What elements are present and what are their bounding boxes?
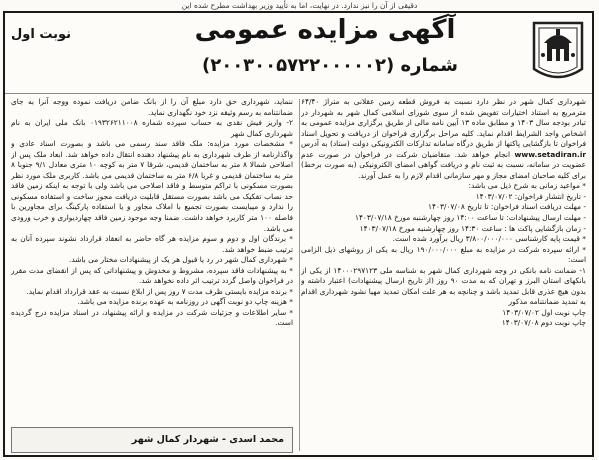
guarantee-continuation: ننماید، شهرداری حق دارد مبلغ آن را از بانک ضامن دریافت نموده ووجه آنرا به جای ضمانتنامه به رسم وثیقه نزد خود نگهداری نماید.: [11, 97, 293, 117]
submission-deadline: - مهلت ارسال پیشنهادات: تا ساعت ۱۴:۰۰ روز چهارشنبه مورخ ۱۴۰۳/۰۷/۱۸: [354, 213, 586, 223]
notice-title: آگهی مزایده عمومی: [194, 15, 456, 45]
contract-deadline: * برنده مزایده بایستی ظرف مدت ۷ روز پس از ابلاغ نسبت به عقد قرارداد اقدام نماید.: [26, 286, 293, 296]
opening-time: - زمان بازگشایی پاکت ها : ساعت ۱۴:۳۰ روز چهارشنبه مورخ ۱۴۰۳/۰۷/۱۸: [359, 223, 586, 233]
setad-url[interactable]: www.setadiran.ir: [514, 149, 586, 159]
auction-notice: [3, 11, 594, 457]
bank-guarantee: ۱- ضمانت نامه بانکی در وجه شهرداری کمال شهر به شناسه ملی ۱۴۰۰۰۲۹۷۱۲۳ از یکی از بانکهای استان البرز و تهران که به مدت ۹۰ روز (از تاریخ ارسال پیشنهادات) اعتبار داشته و بدون هیچ عذری قابل تمدید باشد و چنانچه به هر علت امکان تمدید مهیا نشود شهرداری اقدام به تمدید ضمانتنامه مذکور: [301, 265, 586, 307]
mayor-signature: محمد اسدی - شهردار کمال شهر: [11, 427, 293, 453]
invalid-bids: * به پیشنهادات فاقد سپرده، مشروط و مخدوش و پیشنهاداتی که پس از انقضای مدت مقرر در فراخوان واصل گردد ترتیب اثر داده نخواهد شد.: [11, 265, 293, 286]
document-deadline: - مهلت دریافت اسناد فراخوان: تا تاریخ ۱۴۰۳/۰۷/۰۸: [428, 202, 586, 212]
publish-date: - تاریخ انتشار فراخوان: ۱۴۰۳/۰۷/۰۲: [475, 191, 586, 201]
deposit-requirement: * ارائه سپرده شرکت در مزایده به مبلغ ۱۹۰/۰۰۰/۰۰۰ ریال به یکی از روشهای ذیل الزامی است:: [301, 244, 586, 265]
base-price: * قیمت پایه کارشناسی ۳/۸۰۰/۰۰۰/۰۰۰ ریال برآورد شده است.: [392, 234, 586, 244]
previous-article-strip: دقیقی از آن را نیز ندارد. در نهایت، اما به تأیید وزیر بهداشت مطرح شده این: [181, 1, 418, 10]
notice-column-left: [11, 97, 293, 425]
column-divider: [299, 99, 300, 451]
notice-number: شماره (۲۰۰۳۰۰۵۷۲۲۰۰۰۰۰۲): [201, 55, 459, 76]
cash-deposit: ۲- واریز فیش نقدی به حساب سپرده شماره ۰۱۹۳۲۶۲۱۱۰۰۸ بانک ملی ایران به نام شهرداری کمال شهر: [11, 118, 293, 138]
publication-round: نوبت اول: [11, 27, 72, 42]
winners-forfeit: * برندگان اول و دوم و سوم مزایده هر گاه حاضر به انعقاد قرارداد نشوند سپرده آنان به ترتیب ضبط خواهد شد.: [11, 234, 293, 254]
notice-header: [5, 13, 592, 94]
municipality-rights: * شهرداری کمال شهر در رد یا قبول هر یک از پیشنهادات مختار می باشد.: [69, 255, 293, 265]
notice-column-right: [301, 97, 586, 453]
second-print-date: چاپ نوبت دوم ۱۴۰۳/۰۷/۰۸: [501, 318, 586, 328]
intro-paragraph: شهرداری کمال شهر در نظر دارد نسبت به فروش قطعه زمین عقلانی به متراژ ۶۴/۴۰ مترمربع به استناد اختیارات تفویض شده از سوی شورای اسلامی کمال شهر به شهردار در تبادر بودجه سال ۱۴۰۳ و مطابق ماده ۱۳ آیین نامه مالی از طریق برگزاری مزایده عمومی به اشخاص واجد الشرایط اقدام نماید. کلیه مراحل برگزاری فراخوان از دریافت و تحویل اسناد فراخوان تا بازگشایی پاکتها از طریق درگاه سامانه تدارکات الکترونیکی دولت (ستاد) به آدرس www.setadiran.ir انجام خواهد شد. متقاضیان شرکت در فراخوان در صورت عدم عضویت در سامانه، نسبت به ثبت نام و دریافت گواهی امضای الکترونیکی (به صورت برخط) برای کلیه صاحبان امضای مجاز و مهر سازمانی اقدام لازم را به عمل آورند.: [301, 97, 586, 180]
deadlines-heading: * مواعید زمانی به شرح ذیل می باشد:: [468, 181, 586, 191]
property-specs: * مشخصات مورد مزایده: ملک فاقد سند رسمی می باشد و بصورت اسناد عادی و واگذارنامه از طرف شهرداری به نام پیشنهاد دهنده انتقال داده خواهد شد. ابعاد ملک پس از اصلاحی شمالا ۸ متر به ساختمان قدیمی، شرقا ۷ متر به کوچه ۱۰ متری معادل ۹/۱ جنوبا ۸ متر به ساختمان قدیمی و غربا ۶/۸ متر به ساختمان قدیمی می باشد. کاربری ملک مورد نظر بصورت مسکونی با تراکم متوسط و فاقد اصلاحی می باشد ولی با توجه به اینکه زمین فاقد حد نصاب تفکیک می باشد بصورت مستقل قابلیت دریافت مجوز ساخت و استفاده مسکونی را ندارد و میبایست بصورت تجمیع با املاک مجاور و یا استفاده پارکینگ برای مجاورین با فاصله ۱۰۰ متر کاربرد خواهد داشت. ضمنا وجه موجود زمین فاقد چهاردیواری و خرب ورودی می باشد.: [11, 139, 293, 233]
advert-cost: * هزینه چاپ دو نوبت آگهی در روزنامه به عهده برنده مزایده می باشد.: [77, 297, 293, 307]
other-info: * سایر اطلاعات و جزئیات شرکت در مزایده و ارائه پیشنهاد، در اسناد مزایده درج گردیده است.: [11, 307, 293, 328]
first-print-date: چاپ نوبت اول ۱۴۰۳/۰۷/۰۲: [502, 307, 586, 317]
municipality-emblem-icon: [530, 19, 586, 85]
